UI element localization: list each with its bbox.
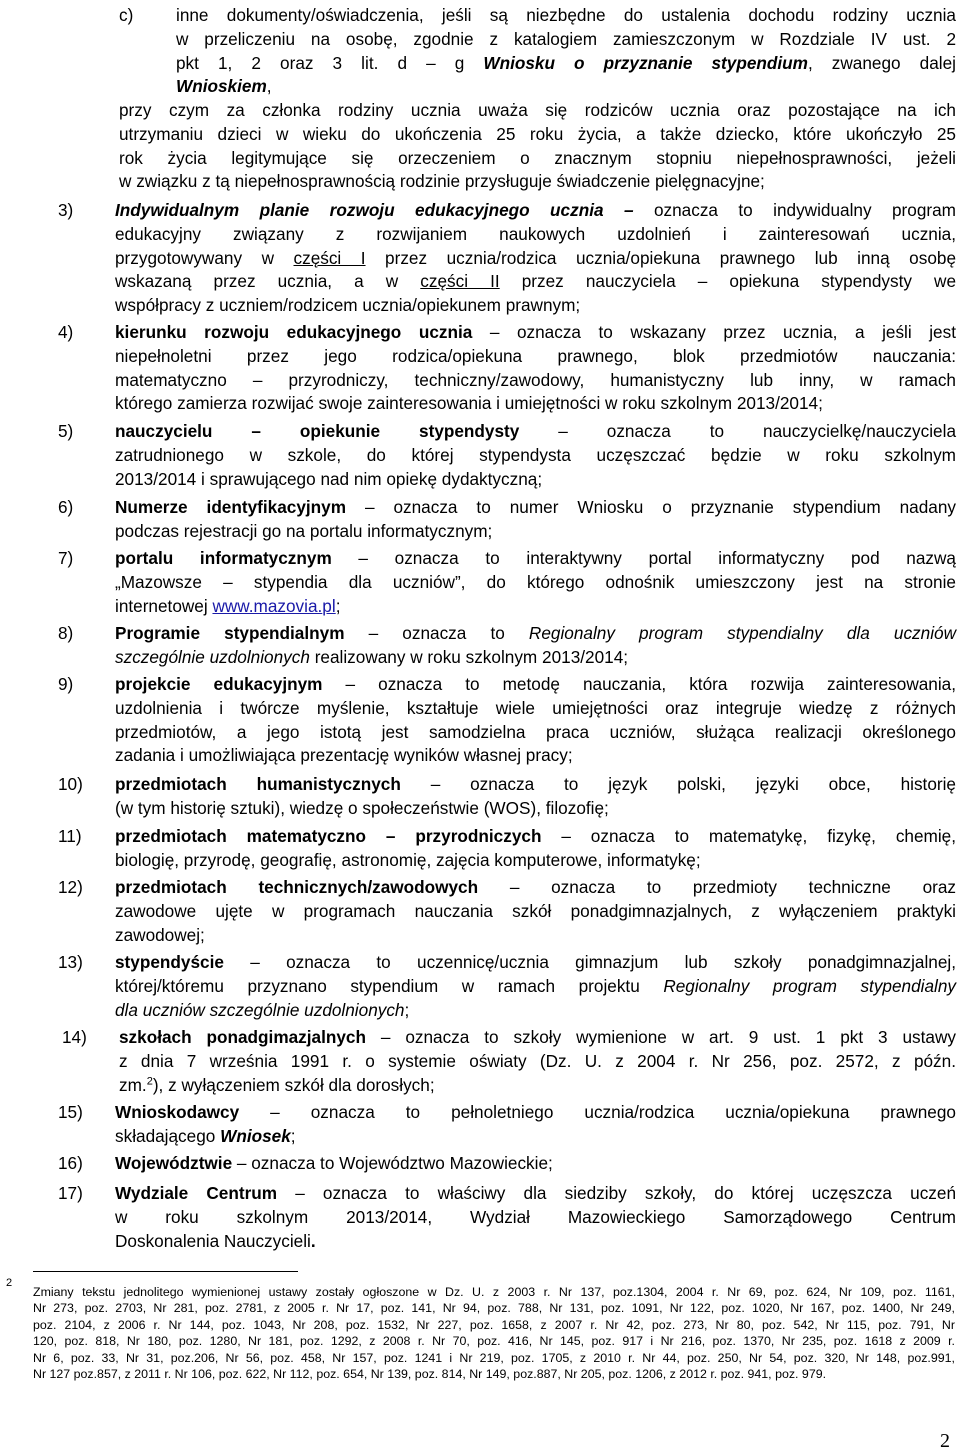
item-3-text: Indywidualnym planie rozwoju edukacyjnego ucznia – oznacza to indywidualny program edukacyjny związany z rozwijaniem naukowych uzdolnień i zainteresowań ucznia, przygotowywany w części I przez ucznia/rodzica ucznia/opiekuna prawnego lub inną osobę wskazaną przez ucznia, a w części II przez nauczyciela – opiekuna stypendysty we współpracy z uczniem/rodzicem ucznia/opiekunem prawnym; bbox=[115, 200, 957, 316]
item-6-text: Numerze identyfikacyjnym – oznacza to numer Wniosku o przyznanie stypendium nadany podczas rejestracji go na portalu informatycznym; bbox=[115, 497, 957, 541]
item-5-text: nauczycielu – opiekunie stypendysty – oznacza to nauczycielkę/nauczyciela zatrudnionego w szkole, do której stypendysta uczęszczać będzie w roku szkolnym 2013/2014 i sprawującego nad nim opiekę dydaktyczną; bbox=[115, 421, 956, 489]
item-14-number: 14) bbox=[62, 1027, 87, 1047]
footnote-text: Zmiany tekstu jednolitego wymienionej ustawy zostały ogłoszone w Dz. U. z 2003 r. Nr 137, poz.1304, 2004 r. Nr 69, poz. 624, Nr 109, poz. 1161, Nr 273, poz. 2703, Nr 281, poz. 2781, z 2005 r. Nr 17, poz. 141, Nr 94, poz. 788, Nr 131, poz. 1091, Nr 122, poz. 1020, Nr 167, poz. 1400, Nr 249, poz. 2104, z 2006 r. Nr 144, poz. 1043, Nr 208, poz. 1532, Nr 227, poz. 1658, z 2007 r. Nr 42, poz. 273, Nr 80, poz. 542, Nr 115, poz. 791, Nr 120, poz. 818, Nr 180, poz. 1280, Nr 181, poz. 1292, z 2008 r. Nr 70, poz. 416, Nr 145, poz. 917 i Nr 216, poz. 1370, Nr 235, poz. 1618 z 2009 r. Nr 6, poz. 33, Nr 31, poz.206, Nr 56, poz. 458, Nr 157, poz. 1241 i Nr 219, poz. 1705, z 2010 r. Nr 44, poz. 250, Nr 54, poz. 320, Nr 148, poz.991, Nr 127 poz.857, z 2011 r. Nr 106, poz. 622, Nr 112, poz. 654, Nr 139, poz. 814, Nr 149, poz.887, Nr 205, poz. 1206, z 2012 r. poz. 941, poz. 979. bbox=[33, 1285, 955, 1382]
item-10-number: 10) bbox=[58, 774, 83, 794]
item-c-label: c) bbox=[119, 5, 134, 25]
item-8-text: Programie stypendialnym – oznacza to Regionalny program stypendialny dla uczniów szczególnie uzdolnionych realizowany w roku szkolnym 2013/2014; bbox=[115, 623, 956, 667]
item-7-number: 7) bbox=[58, 548, 74, 568]
item-12-text: przedmiotach technicznych/zawodowych – oznacza to przedmioty techniczne oraz zawodowe ujęte w programach nauczania szkół ponadgimnazjalnych, z wyłączeniem praktyki zawodowej; bbox=[115, 877, 956, 945]
item-c-text: inne dokumenty/oświadczenia, jeśli są niezbędne do ustalenia dochodu rodziny ucznia w przeliczeniu na osobę, zgodnie z katalogiem zamieszczonym w Rozdziale IV ust. 2 pkt 1, 2 oraz 3 lit. d – g Wniosku o przyznanie stypendium, zwanego dalej Wnioskiem, bbox=[176, 5, 956, 97]
item-4-number: 4) bbox=[58, 322, 74, 342]
item-10-text: przedmiotach humanistycznych – oznacza to język polski, języki obce, historię (w tym historię sztuki), wiedzę o społeczeństwie (WOS), filozofię; bbox=[115, 774, 956, 818]
item-9-text: projekcie edukacyjnym – oznacza to metodę nauczania, która rozwija zainteresowania, uzdolnienia i twórcze myślenie, kształtuje wiele umiejętności oraz integruje wiedzę z różnych przedmiotów, a jego istotą jest samodzielna praca uczniów, służąca realizacji określonego zadania i umożliwiająca prezentację wyników własnej pracy; bbox=[115, 674, 956, 766]
item-8-number: 8) bbox=[58, 623, 74, 643]
item-4-text: kierunku rozwoju edukacyjnego ucznia – oznacza to wskazany przez ucznia, a jeśli jest niepełnoletni przez jego rodzica/opiekuna prawnego, blok przedmiotów nauczania: matematyczno – przyrodniczy, techniczny/zawodowy, humanistyczny lub inny, w ramach którego zamierza rozwijać swoje zainteresowania i umiejętności w roku szkolnym 2013/2014; bbox=[115, 322, 956, 414]
item-9-number: 9) bbox=[58, 674, 74, 694]
item-12-number: 12) bbox=[58, 877, 83, 897]
item-17-text: Wydziale Centrum – oznacza to właściwy dla siedziby szkoły, do której uczęszcza uczeń w roku szkolnym 2013/2014, Wydział Mazowieckiego Samorządowego Centrum Doskonalenia Nauczycieli. bbox=[115, 1183, 957, 1251]
item-11-number: 11) bbox=[58, 826, 82, 846]
item-13-text: stypendyście – oznacza to uczennicę/ucznia gimnazjum lub szkoły ponadgimnazjalnej, której/któremu przyznano stypendium w ramach projektu Regionalny program stypendialny dla uczniów szczególnie uzdolnionych; bbox=[115, 952, 956, 1020]
item-14-text: szkołach ponadgimazjalnych – oznacza to szkoły wymienione w art. 9 ust. 1 pkt 3 ustawy z dnia 7 września 1991 r. o systemie oświaty (Dz. U. z 2004 r. Nr 256, poz. 2572, z późn. zm.$^2$), z wyłączeniem szkół dla dorosłych; bbox=[119, 1027, 956, 1095]
item-11-text: przedmiotach matematyczno – przyrodniczych – oznacza to matematykę, fizykę, chemię, biologię, przyrodę, geografię, astronomię, zajęcia komputerowe, informatykę; bbox=[115, 826, 956, 870]
item-7-text: portalu informatycznym – oznacza to interaktywny portal informatyczny pod nazwą „Mazowsze – stypendia dla uczniów”, do którego odnośnik umieszczony jest na stronie internetowej www.mazovia.pl; bbox=[115, 548, 956, 616]
item-17-number: 17) bbox=[58, 1183, 83, 1203]
item-5-number: 5) bbox=[58, 421, 74, 441]
item-13-number: 13) bbox=[58, 952, 83, 972]
family-definition-paragraph: przy czym za członka rodziny ucznia uważa się rodziców ucznia oraz pozostające na ich utrzymaniu dzieci w wieku do ukończenia 25 roku życia, a także dziecko, które ukończyło 25 rok życia legitymujące się orzeczeniem o znacznym stopniu niepełnosprawności, jeżeli w związku z tą niepełnosprawnością rodzinie przysługuje świadczenie pielęgnacyjne; bbox=[119, 100, 956, 192]
footnote-reference: 2 bbox=[146, 1074, 153, 1087]
mazovia-link[interactable]: www.mazovia.pl bbox=[212, 595, 336, 616]
item-3-number: 3) bbox=[58, 200, 74, 220]
item-16-number: 16) bbox=[58, 1153, 83, 1173]
item-15-number: 15) bbox=[58, 1102, 83, 1122]
page-number: 2 bbox=[940, 1430, 950, 1452]
item-16-text: Województwie – oznacza to Województwo Mazowieckie; bbox=[115, 1153, 553, 1173]
item-6-number: 6) bbox=[58, 497, 74, 517]
item-15-text: Wnioskodawcy – oznacza to pełnoletniego ucznia/rodzica ucznia/opiekuna prawnego składającego Wniosek; bbox=[115, 1102, 956, 1146]
footnote-separator bbox=[33, 1271, 298, 1272]
footnote-mark: 2 bbox=[6, 1277, 13, 1289]
